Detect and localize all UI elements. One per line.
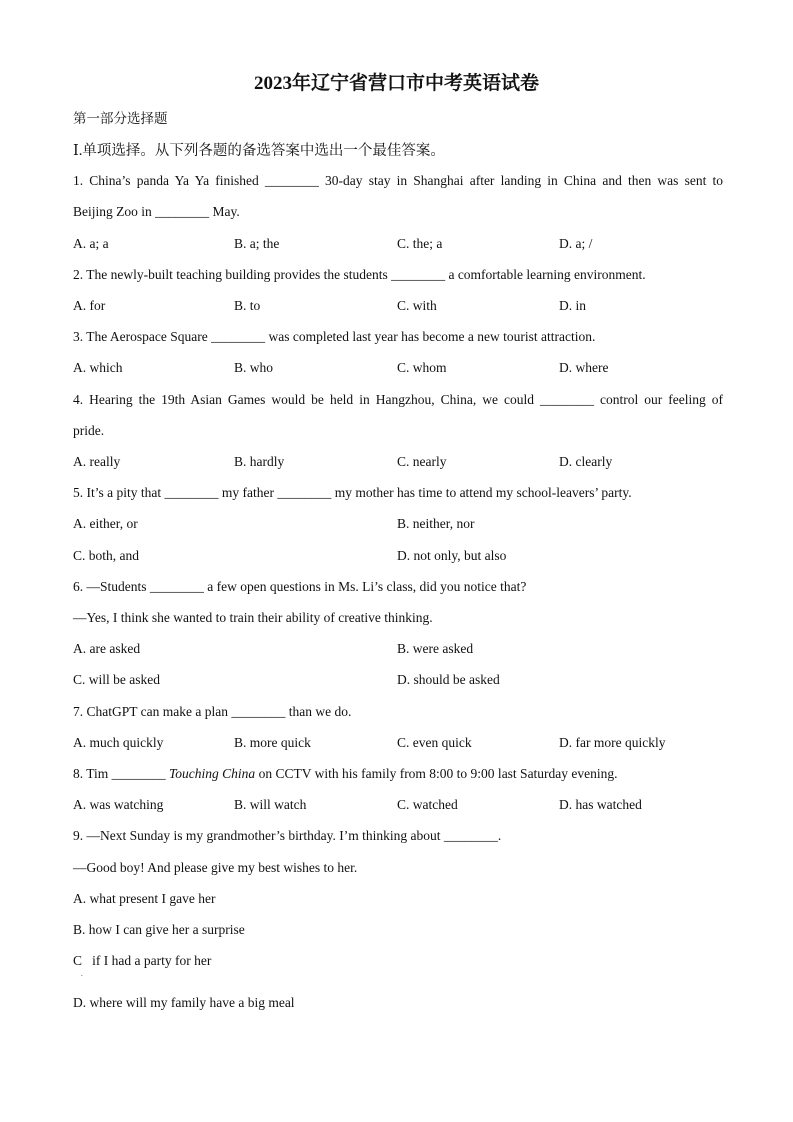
option-a: A. for	[73, 298, 106, 313]
program-title: Touching China	[169, 766, 256, 781]
option-a: A. are asked	[73, 641, 141, 656]
option-b: B. a; the	[234, 236, 280, 251]
option-d: D. has watched	[559, 797, 642, 812]
option-d: D. a; /	[559, 236, 593, 251]
option-a: A. much quickly	[73, 735, 164, 750]
option-c: C. whom	[397, 360, 447, 375]
question-5-stem: 5. It’s a pity that ________ my father ________ my mother has time to attend my school-leavers’ party.	[73, 485, 632, 500]
question-9-option-b: B. how I can give her a surprise	[73, 922, 245, 937]
question-3-stem: 3. The Aerospace Square ________ was completed last year has become a new tourist attraction.	[73, 329, 596, 344]
question-8-stem-start: 8. Tim ________	[73, 766, 170, 781]
option-c: C. will be asked	[73, 672, 160, 687]
option-a: A. which	[73, 360, 123, 375]
option-d: D. not only, but also	[397, 548, 507, 563]
question-9-stem-cont: —Good boy! And please give my best wishes to her.	[73, 860, 358, 875]
option-a: A. either, or	[73, 516, 138, 531]
question-1-stem-cont: Beijing Zoo in ________ May.	[73, 204, 240, 219]
option-d: D. in	[559, 298, 586, 313]
option-b: B. will watch	[234, 797, 307, 812]
question-7-stem: 7. ChatGPT can make a plan ________ than we do.	[73, 704, 352, 719]
option-b: B. were asked	[397, 641, 474, 656]
stray-mark: .	[81, 970, 83, 978]
option-c: C. both, and	[73, 548, 139, 563]
question-4-stem: 4. Hearing the 19th Asian Games would be held in Hangzhou, China, we could ________ control our feeling of	[73, 392, 723, 407]
question-6-stem-cont: —Yes, I think she wanted to train their ability of creative thinking.	[73, 610, 433, 625]
option-d: D. far more quickly	[559, 735, 666, 750]
question-9-option-a: A. what present I gave her	[73, 891, 216, 906]
option-d: D. should be asked	[397, 672, 500, 687]
option-a: A. a; a	[73, 236, 109, 251]
option-b: B. to	[234, 298, 261, 313]
option-c: C. the; a	[397, 236, 443, 251]
option-a: A. really	[73, 454, 121, 469]
question-1-stem: 1. China’s panda Ya Ya finished ________ 30-day stay in Shanghai after landing in China and then was sent to	[73, 173, 723, 188]
section-heading: Ⅰ.单项选择。从下列各题的备选答案中选出一个最佳答案。	[73, 143, 445, 159]
option-c: C. even quick	[397, 735, 472, 750]
question-2-stem: 2. The newly-built teaching building provides the students ________ a comfortable learning environment.	[73, 267, 646, 282]
question-8-stem	[73, 765, 723, 783]
option-d: D. where	[559, 360, 609, 375]
option-a: A. was watching	[73, 797, 164, 812]
option-b: B. who	[234, 360, 274, 375]
option-b: B. neither, nor	[397, 516, 475, 531]
option-c: C. with	[397, 298, 437, 313]
option-b: B. hardly	[234, 454, 285, 469]
option-d: D. clearly	[559, 454, 613, 469]
option-c: C. watched	[397, 797, 458, 812]
question-4-stem-cont: pride.	[73, 423, 105, 438]
page-title: 2023年辽宁省营口市中考英语试卷	[253, 73, 539, 94]
option-c: C. nearly	[397, 454, 447, 469]
question-6-stem: 6. —Students ________ a few open questions in Ms. Li’s class, did you notice that?	[73, 579, 527, 594]
question-9-option-c: C if I had a party for her	[73, 953, 212, 968]
question-9-stem: 9. —Next Sunday is my grandmother’s birthday. I’m thinking about ________.	[73, 828, 502, 843]
part-heading: 第一部分选择题	[73, 111, 168, 126]
option-b: B. more quick	[234, 735, 311, 750]
question-9-option-d: D. where will my family have a big meal	[73, 995, 295, 1010]
question-8-stem-end: on CCTV with his family from 8:00 to 9:00 last Saturday evening.	[255, 766, 618, 781]
